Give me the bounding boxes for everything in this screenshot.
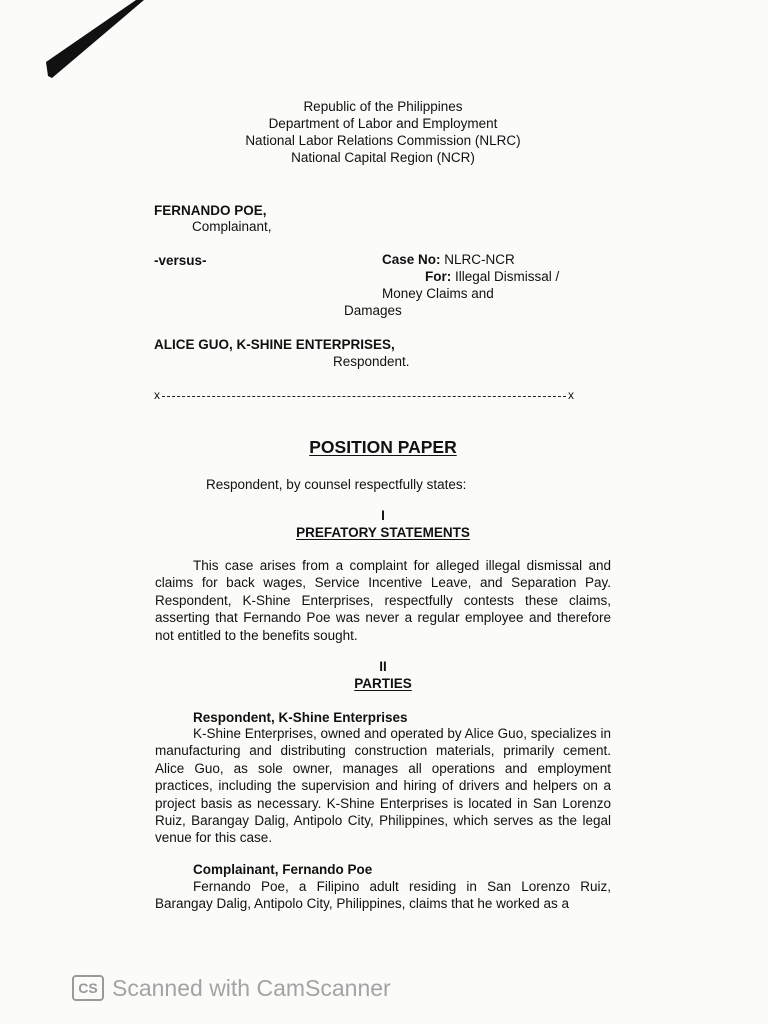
separator-left-x: x [154,388,160,402]
case-number [382,251,515,268]
section-1-number: I [381,508,385,523]
header-line-4: National Capital Region (NCR) [291,150,475,165]
court-header [150,98,616,166]
caption-separator [154,388,574,402]
scanner-watermark: Scanned with CamScanner [112,975,391,1001]
section-1-paragraph [155,557,611,644]
separator-right-x: x [568,388,574,402]
respondent-heading: Respondent, K-Shine Enterprises [193,710,408,725]
case-no-label: Case No: [382,252,441,267]
section-2-number: II [379,659,387,674]
prefatory-text: This case arises from a complaint for alleged illegal dismissal and claims for back wages, Service Incentive Leave, and Separation Pay. Respondent, K-Shine Enterprises, respectfully contests these claims, asserting that Fernando Poe was never a regular employee and therefore not entitled to the benefits sought. [155,558,611,643]
document-title: POSITION PAPER [309,437,457,457]
section-2-title: PARTIES [354,676,412,691]
separator-dash-line [162,396,566,397]
for-value: Illegal Dismissal / [455,269,560,284]
versus-label: -versus- [154,253,207,268]
camscanner-logo-icon: CS [72,975,104,1001]
intro-statement: Respondent, by counsel respectfully states: [206,477,467,492]
complainant-text: Fernando Poe, a Filipino adult residing in San Lorenzo Ruiz, Barangay Dalig, Antipolo City, Philippines, claims that he worked as a [155,879,611,912]
respondent-text: K-Shine Enterprises, owned and operated by Alice Guo, specializes in manufacturing and distributing construction materials, primarily cement. Alice Guo, as sole owner, manages all operations and employment practices, including the supervision and hiring of drivers and helpers on a project basis as necessary. K-Shine Enterprises is located in San Lorenzo Ruiz, Barangay Dalig, Antipolo City, Philippines, which serves as the legal venue for this case. [155,726,611,846]
complainant-heading: Complainant, Fernando Poe [193,862,373,877]
for-label: For: [425,269,452,284]
case-for-line-3: Damages [344,303,402,318]
section-1-title: PREFATORY STATEMENTS [296,525,470,540]
complainant-role: Complainant, [192,219,272,234]
scan-corner-mark [40,0,150,85]
header-line-3: National Labor Relations Commission (NLRC) [245,133,521,148]
header-line-1: Republic of the Philippines [303,99,463,114]
header-line-2: Department of Labor and Employment [268,116,498,131]
case-no-value: NLRC-NCR [444,252,515,267]
complainant-name: FERNANDO POE, [154,203,267,218]
case-for [425,268,559,285]
case-for-line-2: Money Claims and [382,286,494,301]
respondent-paragraph [155,725,611,847]
respondent-name: ALICE GUO, K-SHINE ENTERPRISES, [154,337,395,352]
respondent-role: Respondent. [333,354,410,369]
complainant-paragraph [155,878,611,913]
